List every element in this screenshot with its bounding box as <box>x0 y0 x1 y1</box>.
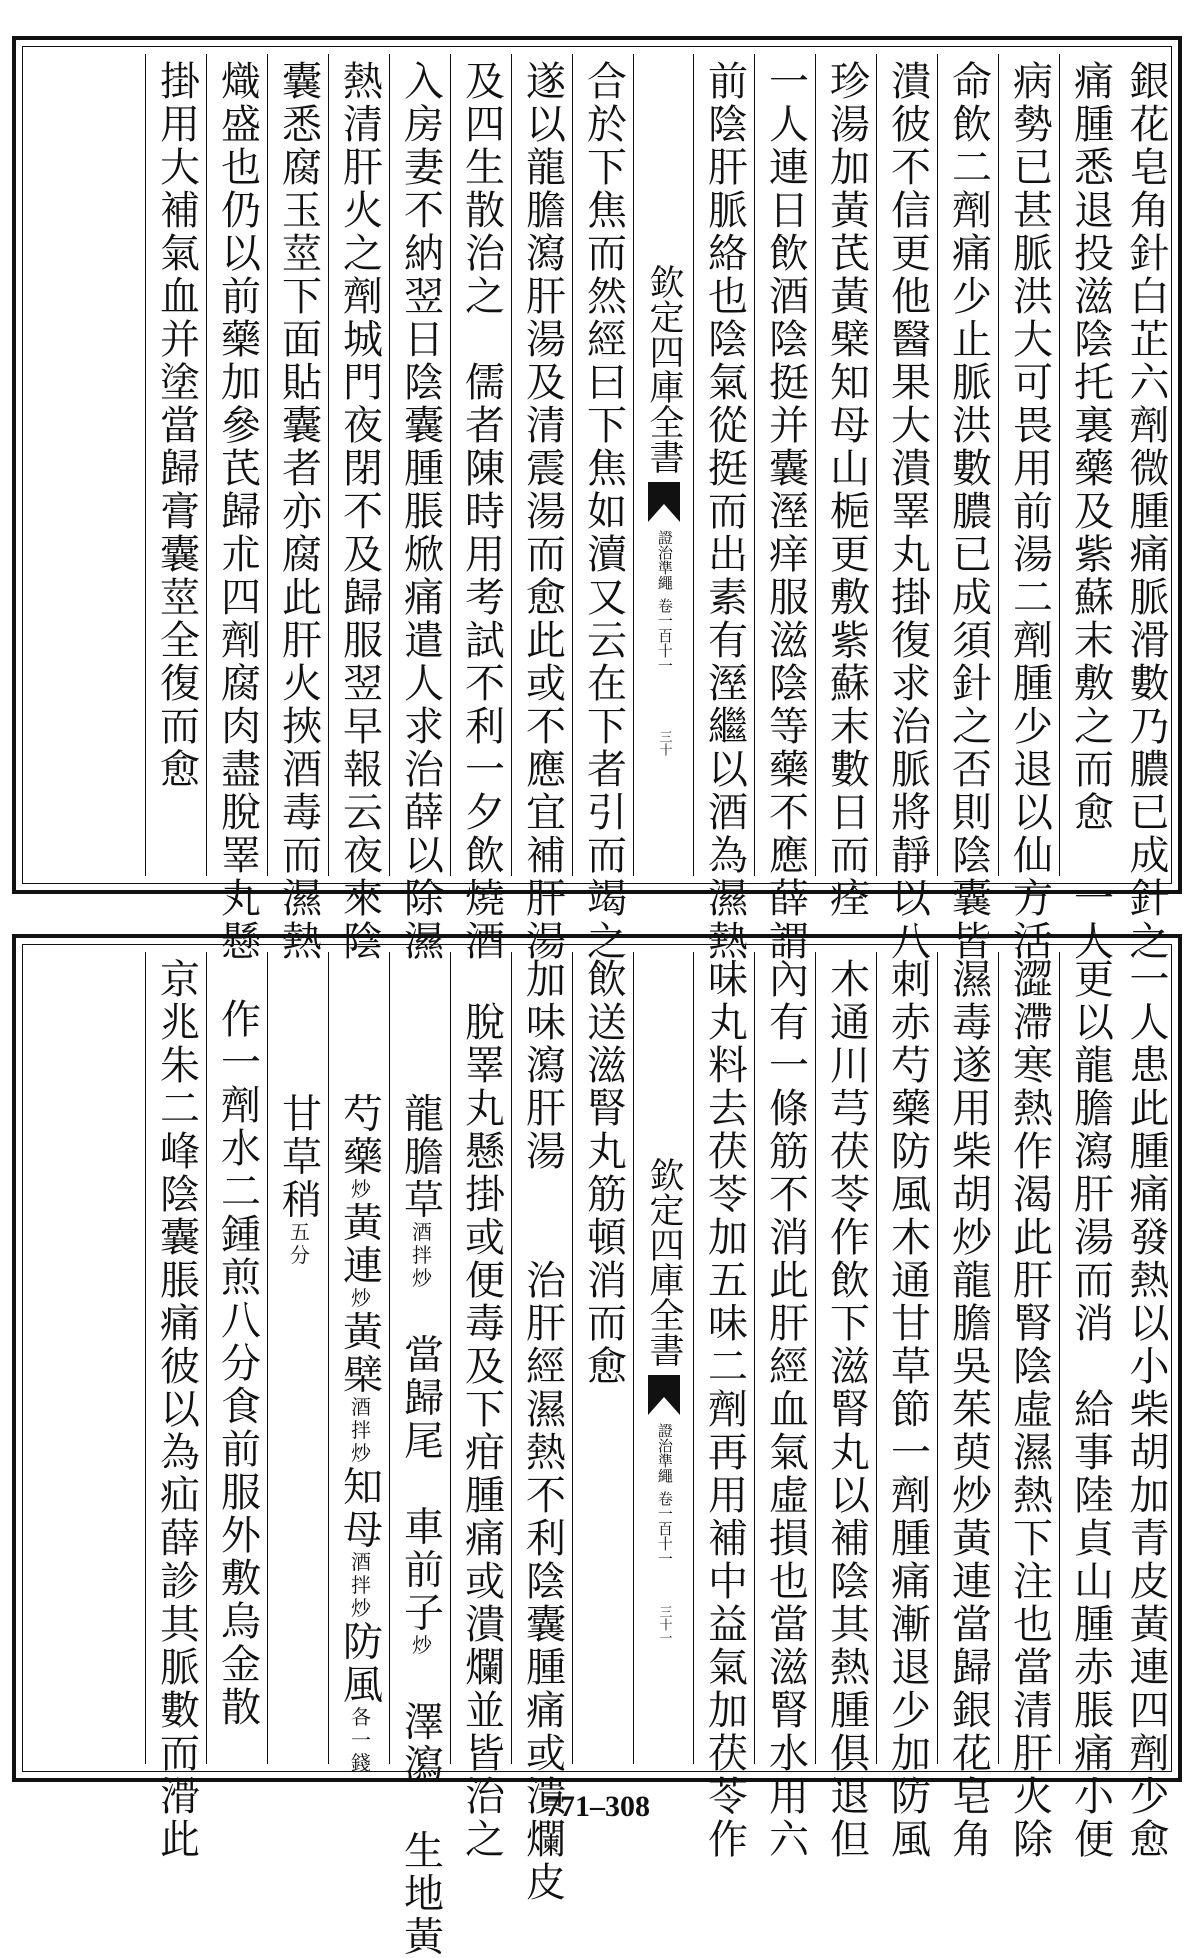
text-column: 澀滯寒熱作渴此肝腎陰虛濕熱下注也當清肝火除 <box>998 952 1060 1764</box>
text-column: 味丸料去茯苓加五味二劑再用補中益氣加茯苓作 <box>693 952 755 1764</box>
text-column: 及四生散治之 儒者陳時用考試不利一夕飲燒酒 <box>450 54 512 876</box>
chapter-name: 證治準繩 <box>655 1422 674 1483</box>
chapter-name: 證治準繩 <box>655 529 674 590</box>
herb-note: 酒拌炒 <box>347 1396 372 1466</box>
recipe-desc-column: 脫睪丸懸掛或便毒及下疳腫痛或潰爛並皆治之 <box>450 952 512 1764</box>
text-column: 一人患此腫痛發熱以小柴胡加青皮黃連四劑少愈 <box>1123 958 1169 1861</box>
page-margin <box>633 54 694 876</box>
text-column: 病勢已甚脈洪大可畏用前湯二劑腫少退以仙方活 <box>998 54 1060 876</box>
page-number: 三十 <box>656 730 672 756</box>
text-column: 入房妻不納翌日陰囊腫脹焮痛遣人求治薛以除濕 <box>389 54 451 876</box>
text-column: 刺赤芍藥防風木通甘草節一劑腫痛漸退少加防風 <box>876 952 938 1764</box>
herb-name: 生地黃 <box>397 1829 444 1958</box>
text-column: 珍湯加黃芪黃檗知母山梔更敷紫蘇末數日而痊 <box>815 54 877 876</box>
herb-name: 防風 <box>336 1620 383 1707</box>
page-footer-number: 771–308 <box>545 1790 650 1823</box>
fishtail-mark-icon <box>648 1375 680 1415</box>
text-column: 命飲二劑痛少止脈洪數膿已成須針之否則陰囊皆 <box>937 54 999 876</box>
herb-note: 五分 <box>286 1221 311 1268</box>
herb-note: 炒 <box>347 1287 372 1311</box>
text-column: 飲送滋腎丸筋頓消而愈 <box>572 952 634 1764</box>
top-page-frame <box>12 36 1182 963</box>
text-column: 內有一條筋不消此肝經血氣虛損也當滋腎水用六 <box>754 952 816 1764</box>
recipe-title-column: 加味瀉肝湯 治肝經濕熱不利陰囊腫痛或潰爛皮 <box>511 952 573 1764</box>
fishtail-mark-icon <box>648 482 680 522</box>
volume-number: 卷一百十一 <box>655 1490 674 1566</box>
herb-note: 炒 <box>408 1634 433 1658</box>
herb-name: 黃檗 <box>336 1310 383 1397</box>
text-column: 熱清肝火之劑城門夜閉不及歸服翌早報云夜來陰 <box>328 54 390 876</box>
herb-note: 酒拌炒 <box>347 1551 372 1621</box>
herb-note: 酒拌炒 <box>408 1221 433 1291</box>
text-column: 熾盛也仍以前藥加參芪歸朮四劑腐肉盡脫睪丸懸 <box>206 54 268 876</box>
text-column: 掛用大補氣血并塗當歸膏囊莖全復而愈 <box>145 54 207 876</box>
herb-name: 車前子 <box>397 1505 444 1635</box>
text-column: 更以龍膽瀉肝湯而消 給事陸貞山腫赤脹痛小便 <box>1059 952 1121 1764</box>
text-column: 痛腫悉退投滋陰托裏藥及紫蘇末敷之而愈 一人 <box>1059 54 1121 876</box>
book-title: 欽定四庫全書 <box>644 1156 684 1367</box>
herb-column <box>267 952 329 1764</box>
page-number: 三十一 <box>656 1605 672 1644</box>
text-column: 潰彼不信更他醫果大潰睪丸掛復求治脈將靜以八 <box>876 54 938 876</box>
volume-number: 卷一百十一 <box>655 597 674 673</box>
text-column: 囊悉腐玉莖下面貼囊者亦腐此肝火挾酒毒而濕熱 <box>267 54 329 876</box>
herb-note: 各一錢 <box>347 1706 372 1776</box>
text-column: 遂以龍膽瀉肝湯及清震湯而愈此或不應宜補肝湯 <box>511 54 573 876</box>
text-column: 銀花皂角針白芷六劑微腫痛脈滑數乃膿已成針之 <box>1123 60 1169 963</box>
herb-note: 炒 <box>347 1178 372 1202</box>
text-column: 作一劑水二鍾煎八分食前服外敷烏金散 <box>206 952 268 1764</box>
text-column: 京兆朱二峰陰囊脹痛彼以為疝薛診其脈數而滑此 <box>145 952 207 1764</box>
text-column: 木通川芎茯苓作飲下滋腎丸以補陰其熱腫俱退但 <box>815 952 877 1764</box>
text-column: 合於下焦而然經曰下焦如瀆又云在下者引而竭之 <box>572 54 634 876</box>
book-title: 欽定四庫全書 <box>644 263 684 474</box>
herb-name: 黃連 <box>336 1201 383 1288</box>
text-column: 前陰肝脈絡也陰氣從挺而出素有溼繼以酒為濕熱 <box>693 54 755 876</box>
herb-name: 澤瀉 <box>397 1700 444 1787</box>
herb-name: 知母 <box>336 1465 383 1552</box>
page-margin <box>633 952 694 1764</box>
herb-name: 當歸尾 <box>397 1333 444 1463</box>
text-column: 一人連日飲酒陰挺并囊溼痒服滋陰等藥不應薛謂 <box>754 54 816 876</box>
herb-name: 龍膽草 <box>397 1092 444 1222</box>
herb-name: 芍藥 <box>336 1092 383 1179</box>
text-column: 濕毒遂用柴胡炒龍膽吳茱萸炒黃連當歸銀花皂角 <box>937 952 999 1764</box>
herb-name: 甘草稍 <box>275 1092 322 1222</box>
